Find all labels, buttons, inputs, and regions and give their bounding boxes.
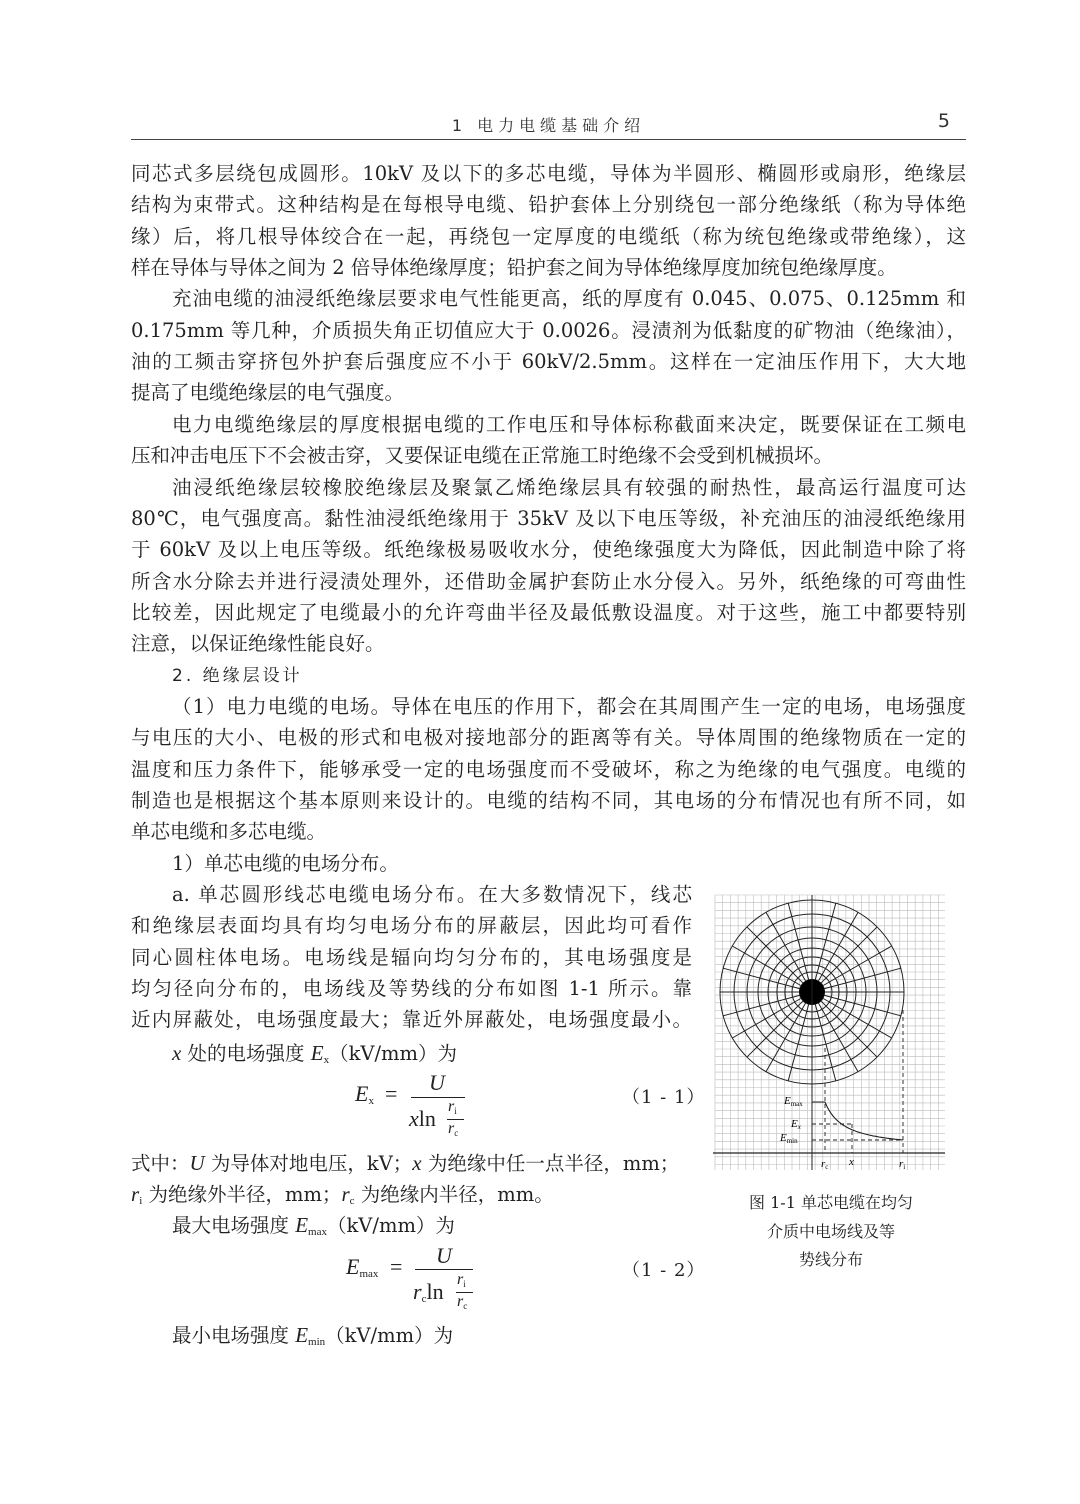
- ri-label: ri: [899, 1158, 906, 1171]
- field-strength-curve: [825, 1102, 903, 1140]
- text: （kV/mm）为: [326, 1214, 455, 1237]
- var: E: [295, 1323, 309, 1347]
- subscript: c: [421, 1293, 427, 1305]
- text: 式中：: [131, 1152, 190, 1175]
- var: r: [457, 1271, 464, 1288]
- rc-label: rc: [821, 1158, 829, 1171]
- where-line-2: [131, 1182, 554, 1213]
- text: 处的电场强度: [181, 1042, 311, 1065]
- text: 最小电场强度: [172, 1324, 296, 1347]
- subscript: x: [323, 1054, 330, 1066]
- text-line: 比较差，因此规定了电缆最小的允许弯曲半径及最低敷设温度。对于这些，施工中都要特别: [131, 600, 966, 624]
- text-line: 制造也是根据这个基本原则来设计的。电缆的结构不同，其电场的分布情况也有所不同，如: [131, 789, 966, 812]
- text-line: 同芯式多层绕包成圆形。10kV 及以下的多芯电缆，导体为半圆形、椭圆形或扇形，绝缘层: [131, 162, 966, 185]
- equation-number: （1 - 2）: [622, 1260, 706, 1281]
- text-line: a. 单芯圆形线芯电缆电场分布。在大多数情况下，线芯: [172, 883, 692, 907]
- var: x: [412, 1151, 422, 1175]
- text-line: 缘）后，将几根导体绞合在一起，再绕包一定厚度的电缆纸（称为统包绝缘或带绝缘），这: [131, 224, 966, 248]
- text: 为绝缘中任一点半径，mm；: [421, 1152, 680, 1175]
- text-line: 注意，以保证绝缘性能良好。: [131, 632, 385, 656]
- var: r: [131, 1182, 140, 1206]
- text-line: 1）单芯电缆的电场分布。: [172, 851, 399, 875]
- text-line: 80℃，电气强度高。黏性油浸纸绝缘用于 35kV 及以下电压等级，补充油压的油浸纸绝缘用: [131, 506, 966, 530]
- field-distribution-figure: [700, 880, 960, 1180]
- text: （kV/mm）为: [329, 1042, 458, 1065]
- chapter-title: 1 电力电缆基础介绍: [451, 116, 646, 135]
- emin-intro: [172, 1323, 453, 1354]
- var: E: [310, 1041, 324, 1065]
- text-line: 和绝缘层表面均具有均匀电场分布的屏蔽层，因此均可看作: [131, 914, 692, 938]
- ex-label: Ex: [791, 1118, 801, 1131]
- text-line: 均匀径向分布的，电场线及等势线的分布如图 1-1 所示。靠: [131, 977, 692, 1001]
- emax-label: Emax: [784, 1095, 803, 1108]
- var: r: [457, 1293, 464, 1310]
- figure-caption-line: 势线分布: [798, 1250, 863, 1269]
- fraction-bar: [411, 1097, 465, 1098]
- subscript: i: [454, 1106, 457, 1116]
- text-line: 同心圆柱体电场。电场线是辐向均匀分布的，其电场强度是: [131, 945, 692, 969]
- subscript: i: [463, 1279, 466, 1289]
- ln: ln: [418, 1106, 436, 1131]
- text-line: 所含水分除去并进行浸渍处理外，还借助金属护套防止水分侵入。另外，纸绝缘的可弯曲性: [131, 569, 966, 593]
- var: r: [413, 1279, 422, 1304]
- text-line: 0.175mm 等几种，介质损失角正切值应大于 0.0026。浸渍剂为低黏度的矿物油（绝缘油），: [131, 318, 966, 342]
- text-line: 压和冲击电压下不会被击穿，又要保证电缆在正常施工时绝缘不会受到机械损坏。: [131, 444, 834, 468]
- text: （kV/mm）为: [325, 1324, 454, 1347]
- text-line: 样在导体与导体之间为 2 倍导体绝缘厚度；铅护套之间为导体绝缘厚度加统包绝缘厚度。: [131, 256, 897, 280]
- var: r: [448, 1120, 455, 1137]
- text: 最大电场强度: [172, 1214, 296, 1237]
- ex-intro: [172, 1041, 457, 1072]
- subscript: max: [359, 1268, 379, 1280]
- subscript: x: [368, 1095, 374, 1107]
- text-line: 油浸纸绝缘层较橡胶绝缘层及聚氯乙烯绝缘层具有较强的耐热性，最高运行温度可达: [172, 475, 966, 499]
- emax-intro: [172, 1213, 455, 1244]
- var: U: [189, 1151, 205, 1175]
- subscript: c: [349, 1195, 355, 1207]
- var: r: [448, 1098, 455, 1115]
- equation-number: （1 - 1）: [622, 1087, 706, 1108]
- text-line: 油的工频击穿挤包外护套后强度应不小于 60kV/2.5mm。这样在一定油压作用下，大大地: [131, 350, 966, 374]
- text-line: 结构为束带式。这种结构是在每根导电缆、铅护套体上分别绕包一部分绝缘纸（称为导体绝: [131, 193, 966, 217]
- numerator: U: [429, 1070, 445, 1095]
- text-line: 与电压的大小、电极的形式和电极对接地部分的距离等有关。导体周围的绝缘物质在一定的: [131, 726, 966, 750]
- x-label: x: [849, 1156, 854, 1168]
- emin-label: Emin: [780, 1132, 798, 1145]
- text-line: 温度和压力条件下，能够承受一定的电场强度而不受破坏，称之为绝缘的电气强度。电缆的: [131, 757, 966, 781]
- subscript: c: [463, 1301, 468, 1311]
- var: r: [341, 1182, 350, 1206]
- running-header: [131, 110, 966, 140]
- ln: ln: [426, 1279, 444, 1304]
- text-line: 于 60kV 及以上电压等级。纸绝缘极易吸收水分，使绝缘强度大为降低，因此制造中除了将: [131, 538, 966, 562]
- var: E: [346, 1254, 360, 1279]
- text-line: 提高了电缆绝缘层的电气强度。: [131, 381, 405, 405]
- fraction-bar: [415, 1269, 473, 1270]
- figure-caption-line: 介质中电场线及等: [766, 1222, 895, 1241]
- numerator: U: [436, 1243, 452, 1268]
- subscript: i: [139, 1195, 143, 1207]
- page-number: 5: [937, 110, 950, 132]
- text-line: 单芯电缆和多芯电缆。: [131, 820, 327, 844]
- equals: =: [385, 1081, 398, 1106]
- var: x: [409, 1106, 419, 1131]
- text-line: 电力电缆绝缘层的厚度根据电缆的工作电压和导体标称截面来决定，既要保证在工频电: [172, 412, 966, 436]
- where-line-1: [131, 1151, 679, 1176]
- text: 为导体对地电压，kV；: [204, 1152, 413, 1175]
- section-heading: 2. 绝缘层设计: [172, 665, 303, 686]
- text-line: （1）电力电缆的电场。导体在电压的作用下，都会在其周围产生一定的电场，电场强度: [172, 694, 966, 718]
- subscript: min: [308, 1336, 326, 1348]
- var: x: [172, 1041, 182, 1065]
- text: 为绝缘外半径，mm；: [142, 1183, 342, 1206]
- equals: =: [390, 1254, 403, 1279]
- text: 为绝缘内半径，mm。: [354, 1183, 554, 1206]
- subscript: max: [308, 1226, 327, 1238]
- subscript: c: [454, 1128, 459, 1138]
- text-line: 近内屏蔽处，电场强度最大；靠近外屏蔽处，电场强度最小。: [131, 1008, 692, 1032]
- var: E: [295, 1213, 309, 1237]
- figure-caption-line: 图 1-1 单芯电缆在均匀: [749, 1193, 913, 1212]
- var: E: [355, 1081, 369, 1106]
- text-line: 充油电缆的油浸纸绝缘层要求电气性能更高，纸的厚度有 0.045、0.075、0.125mm 和: [172, 287, 966, 311]
